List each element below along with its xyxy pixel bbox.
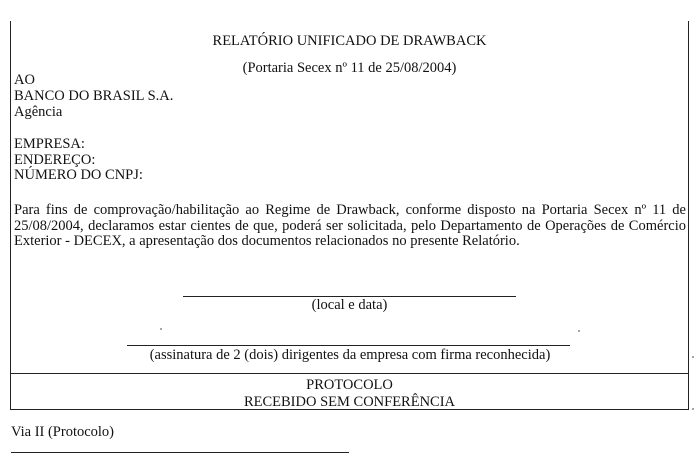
- scan-speck: [692, 408, 694, 410]
- place-date-caption: (local e data): [311, 297, 388, 313]
- scan-speck: [160, 328, 162, 330]
- protocol-divider: [10, 373, 689, 374]
- signature-line: [127, 345, 570, 346]
- field-empresa: EMPRESA:: [14, 136, 85, 152]
- protocol-title: PROTOCOLO: [306, 377, 393, 393]
- document-subtitle: (Portaria Secex nº 11 de 25/08/2004): [242, 60, 457, 76]
- via-label: Via II (Protocolo): [11, 424, 115, 440]
- protocol-subtitle: RECEBIDO SEM CONFERÊNCIA: [243, 394, 456, 410]
- field-cnpj: NÚMERO DO CNPJ:: [14, 167, 143, 183]
- field-endereco: ENDEREÇO:: [14, 152, 96, 168]
- scan-speck: [578, 330, 580, 332]
- declaration-paragraph: Para fins de comprovação/habilitação ao Regime de Drawback, conforme disposto na Portaria Secex nº 11 de 25/08/2004, declaramos estar cientes de que, poderá ser solicitada, pelo Departamento de Operações de Comércio Exterior - DECEX, a apresentação dos documentos relacionados no presente Relatório.: [14, 202, 686, 250]
- scan-speck: [692, 356, 694, 358]
- document-title: RELATÓRIO UNIFICADO DE DRAWBACK: [212, 33, 487, 49]
- via-signature-line: [11, 452, 349, 453]
- addressee-bank: BANCO DO BRASIL S.A.: [14, 88, 174, 104]
- addressee-agency: Agência: [14, 104, 63, 120]
- addressee-line-ao: AO: [14, 72, 35, 88]
- signature-caption: (assinatura de 2 (dois) dirigentes da empresa com firma reconhecida): [149, 347, 551, 363]
